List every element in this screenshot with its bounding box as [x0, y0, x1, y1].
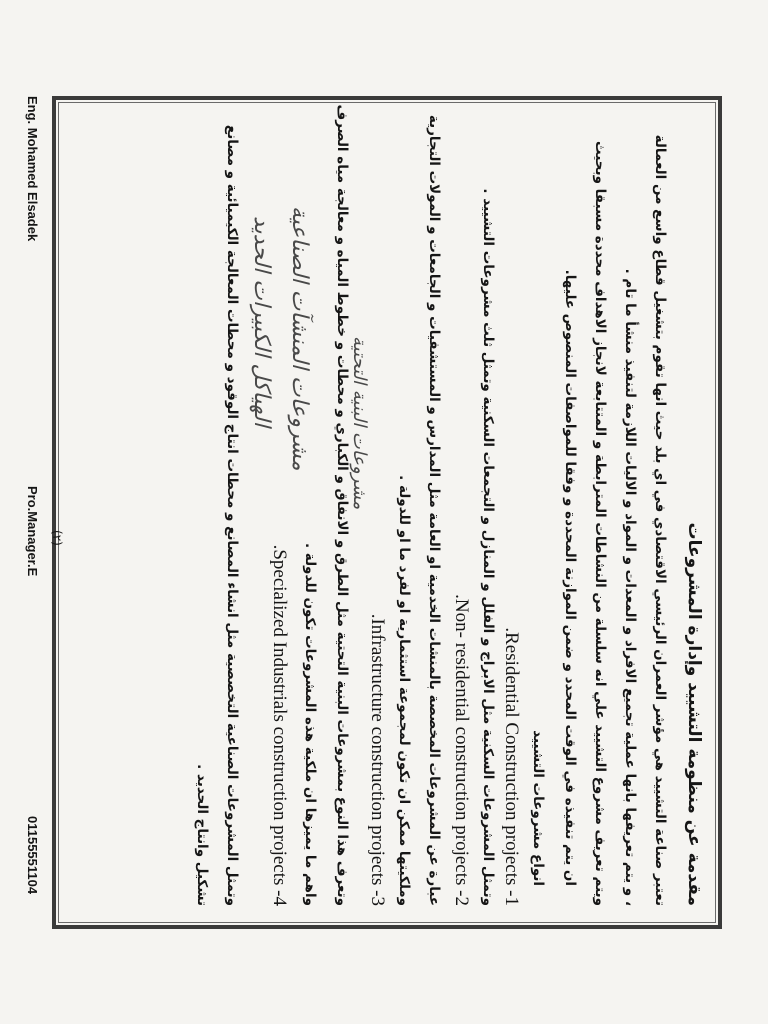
- section-3-line-1: وتعرف هذا النوع بمشروعات البنية التحتية مثل الطرق و الانفاق و الكباري و محطات و خطوط المياه و معالجة مياه الصرف: [334, 104, 350, 906]
- footer-strip: [18, 96, 42, 929]
- section-4-line-1: وتمثل المشروعات الصناعية التخصصية مثل انشاء المصانع و محطات انتاج الوقود و محطات المعالجة الكيميائية و مصانع: [224, 124, 240, 906]
- section-4-line-2: تشكيل وانتاج الحديد .: [194, 764, 210, 906]
- section-3-heading: 3- Infrastructure construction projects.: [367, 613, 388, 906]
- types-heading: انواع مشروعات التشييد: [530, 730, 546, 886]
- section-2-heading: 2- Non- residential construction projects.: [451, 594, 472, 906]
- footer-role: Pro.Manager.E: [25, 486, 40, 577]
- footer-phone: 01155551104: [25, 816, 40, 895]
- section-2-line-2: وملكيتها ممكن ان تكون لمجموعة استثمارية او لفرد ما او للدولة .: [396, 475, 412, 906]
- section-1-heading: 1- Residential Construction projects.: [501, 627, 522, 906]
- handwritten-note-3: الهياكل الكبيرات الحديد: [249, 216, 274, 427]
- section-2-line-1: عبارة عن المشروعات المخصصة بالمنشات الخدمية او العامة مثل المدارس و المستشفيات و الجامعات و المولات التجارية: [426, 114, 442, 906]
- footer-author: Eng. Mohamed Elsadek: [25, 96, 40, 242]
- intro-line-4: ان يتم تنفيذه في الوقت المحدد و ضمن الموازنة المحددة و وفقا للمواصفات المنصوص عليها.: [562, 269, 578, 886]
- handwritten-note-2: مشروعات المنشآت الصناعية: [287, 206, 312, 471]
- section-3-line-2: واهم ما يميزها ان ملكية هذه المشروعات تكون للدولة .: [302, 542, 318, 906]
- page-number-wrap: [44, 530, 64, 570]
- intro-line-2: ، و يتم تعريفها بانها عملية تجميع الافراد و المعدات و المواد و الاليات اللازمة لتنفيذ منشأ ما تام .: [622, 268, 638, 906]
- page-number: (٢): [50, 530, 64, 546]
- section-4-heading: 4- Specialized Industrials construction projects.: [269, 544, 290, 906]
- document-title: مقدمة عن منظومة التشييد وإدارة المشروعات: [684, 522, 704, 906]
- intro-line-3: ويتم تعريف مشروع التشييد علي انه سلسلة من النشاطات المترابطة و المتتابعة لانجاز الاهداف محددة مسبقا وبحيث: [592, 140, 608, 906]
- section-1-line-1: وتمثل المشروعات السكنية مثل الابراج و الفلل و المنازل و التجمعات السكنية وتمثل ثلث مشروعات التشييد .: [480, 188, 496, 906]
- handwritten-note-1: مشروعات البنية التحتية: [349, 336, 370, 510]
- intro-line-1: تعتبر صناعة التشييد هي مؤشر العمران الرئيسي الاقتصادي في اي بلد حيث انها تقوم بتشغيل قطاع واسع من العمالة: [652, 134, 668, 906]
